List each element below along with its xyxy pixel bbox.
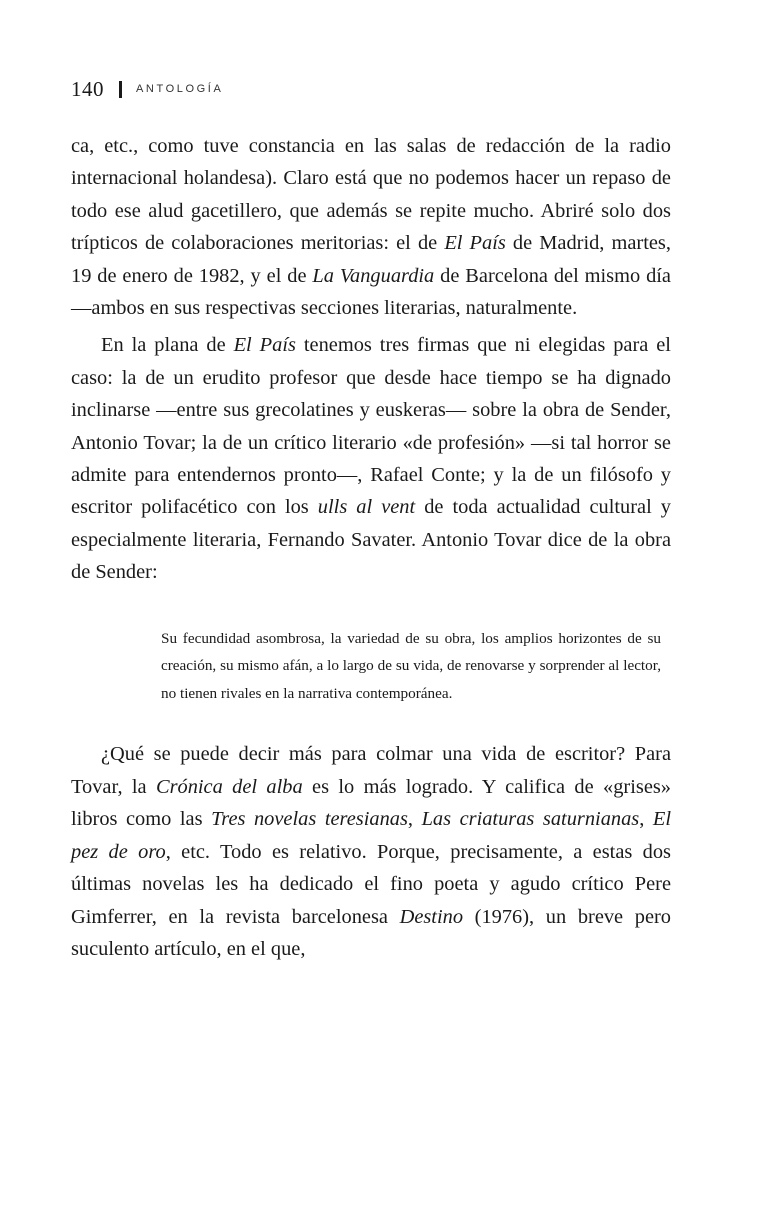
italic-title: El País — [444, 232, 506, 255]
header-divider — [119, 81, 122, 98]
text-run: , — [639, 808, 653, 831]
text-run: ca, etc., como tuve constancia en las salas de redacción de la radio internacional holandesa). Claro está que no podemos hacer un repaso de todo ese alud gacetillero, que además se repite mucho. Abriré solo dos trípticos de colaboraciones meritorias: el de — [71, 135, 671, 255]
page-number: 140 — [71, 76, 104, 101]
paragraph-1 — [71, 130, 671, 324]
italic-title: Tres novelas teresianas — [211, 808, 408, 831]
text-run: tenemos tres firmas que ni elegidas para el caso: la de un erudito profesor que desde hace tiempo se ha dignado inclinarse —entre sus grecolatines y euskeras— sobre la obra de Sender, Antonio Tovar; la de un crítico literario «de profesión» —si tal horror se admite para entendernos pronto—, Rafael Conte; y la de un filósofo y escritor polifacético con los — [71, 334, 671, 519]
block-quote: Su fecundidad asombrosa, la variedad de su obra, los amplios horizontes de su creación, su mismo afán, a lo largo de su vida, de renovarse y sorprender al lector, no tienen rivales en la narrativa contemporánea. — [161, 629, 661, 702]
italic-phrase: ulls al vent — [317, 496, 416, 519]
italic-title: Destino — [399, 905, 464, 928]
text-run: de toda actualidad cultural y especialmente literaria, Fernando Savater. Antonio Tovar dice de la obra de Sender: — [71, 496, 671, 584]
text-run: En la plana de — [101, 334, 234, 357]
text-run: es lo más logrado. Y califica de «grises» libros como las — [71, 775, 671, 831]
italic-title: Las criaturas saturnianas — [421, 808, 640, 831]
paragraph-2 — [71, 329, 671, 588]
running-head — [71, 76, 223, 102]
text-run: , — [407, 808, 422, 831]
text-run: , etc. Todo es relativo. Porque, precisamente, a estas dos últimas novelas les ha dedicado el fino poeta y agudo crítico Pere Gimferrer, en la revista barcelonesa — [71, 840, 671, 928]
italic-title: Crónica del alba — [155, 775, 303, 798]
text-run: (1976), un breve pero suculento artículo, en el que, — [71, 905, 671, 960]
text-run: de Madrid, martes, 19 de enero de 1982, y el de — [71, 232, 671, 287]
italic-title: El pez de oro — [71, 808, 671, 863]
italic-title: El País — [233, 334, 296, 357]
text-run: ¿Qué se puede decir más para colmar una vida de escritor? Para Tovar, la — [71, 743, 671, 798]
section-title: ANTOLOGÍA — [136, 83, 224, 95]
italic-title: La Vanguardia — [312, 264, 435, 287]
text-run: de Barcelona del mismo día —ambos en sus respectivas secciones literarias, naturalmente. — [71, 264, 671, 320]
page-body — [71, 130, 671, 965]
paragraph-3 — [71, 738, 671, 965]
